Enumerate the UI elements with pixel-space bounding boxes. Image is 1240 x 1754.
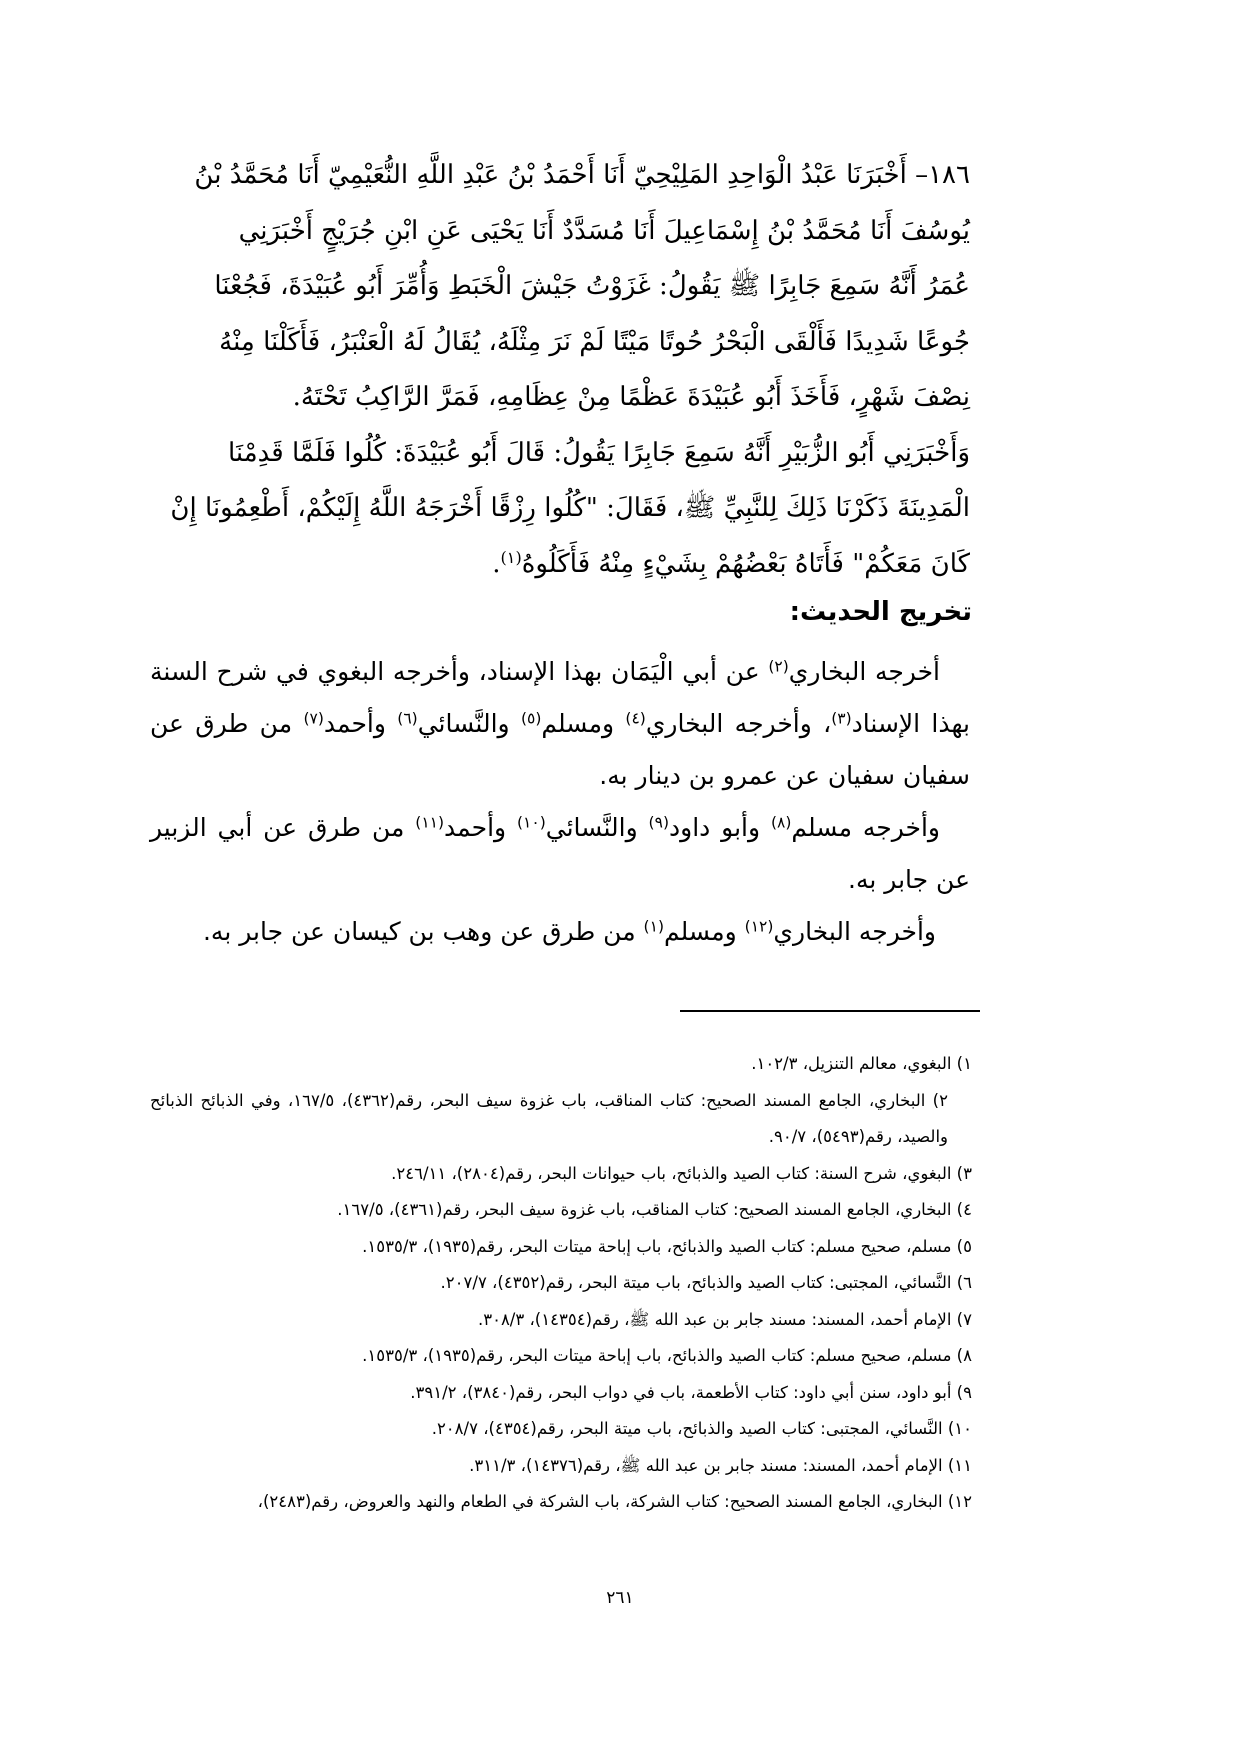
footnote-item: ٨) مسلم، صحيح مسلم: كتاب الصيد والذبائح، باب إباحة ميتات البحر، رقم(١٩٣٥)، ١٥٣٥/٣.: [362, 1346, 972, 1365]
text-run: وأخرجه البخاري: [773, 917, 936, 946]
text-run: ومسلم: [664, 917, 745, 946]
hadith-line: نِصْفَ شَهْرٍ، فَأَخَذَ أَبُو عُبَيْدَةَ عَظْمًا مِنْ عِظَامِهِ، فَمَرَّ الرَّاكِبُ تَحْتَهُ.: [292, 382, 970, 412]
hadith-line: جُوعًا شَدِيدًا فَأَلْقَى الْبَحْرُ حُوتًا مَيْتًا لَمْ نَرَ مِثْلَهُ، يُقَالُ لَهُ الْعَنْبَرُ، فَأَكَلْنَا مِنْهُ: [219, 326, 970, 357]
footnote-ref: (١١): [415, 813, 445, 832]
footnote-item: ٤) البخاري، الجامع المسند الصحيح: كتاب المناقب، باب غزوة سيف البحر، رقم(٤٣٦١)، ١٦٧/٥.: [337, 1200, 972, 1219]
footnote-item: ١) البغوي، معالم التنزيل، ١٠٢/٣.: [751, 1054, 972, 1073]
footnote-ref: (٩): [648, 813, 669, 832]
hadith-line-text: كَانَ مَعَكُمْ" فَأَتَاهُ بَعْضُهُمْ بِشَيْءٍ مِنْهُ فَأَكَلُوهُ: [521, 548, 970, 579]
footnote-ref: (٣): [831, 709, 852, 728]
footnote-item: ١٠) النَّسائي، المجتبى: كتاب الصيد والذبائح، باب ميتة البحر، رقم(٤٣٥٤)، ٢٠٨/٧.: [431, 1419, 972, 1438]
footnote-ref: (٧): [303, 709, 324, 728]
footnote-item: ٩) أبو داود، سنن أبي داود: كتاب الأطعمة، باب في دواب البحر، رقم(٣٨٤٠)، ٣٩١/٢.: [410, 1382, 972, 1402]
text-run: وأبو داود: [669, 813, 771, 842]
text-run: عن أبي الْيَمَان بهذا الإسناد، وأخرجه البغوي في شرح السنة بهذا الإسناد: [150, 657, 970, 738]
footnote-item: ٥) مسلم، صحيح مسلم: كتاب الصيد والذبائح، باب إباحة ميتات البحر، رقم(١٩٣٥)، ١٥٣٥/٣.: [362, 1236, 972, 1256]
text-run: وأحمد: [323, 709, 398, 738]
hadith-text: [150, 148, 970, 592]
hadith-line-last: [150, 537, 970, 593]
footnote-ref: (١٢): [744, 917, 774, 936]
footnote-item: ٧) الإمام أحمد، المسند: مسند جابر بن عبد الله ﷺ، رقم(١٤٣٥٤)، ٣٠٨/٣.: [477, 1309, 972, 1329]
footnote-ref: (٤): [625, 709, 646, 728]
text-run: والنَّسائي: [545, 813, 649, 842]
hadith-line: عُمَرُ أَنَّهُ سَمِعَ جَابِرًا ﷺ يَقُولُ: غَزَوْتُ جَيْشَ الْخَبَطِ وَأُمِّرَ أَبُو عُبَيْدَةَ، فَجُعْنَا: [214, 271, 970, 301]
footnotes: [150, 1046, 972, 1521]
footnote-item: ٣) البغوي، شرح السنة: كتاب الصيد والذبائح، باب حيوانات البحر، رقم(٢٨٠٤)، ٢٤٦/١١.: [391, 1163, 972, 1183]
footnote-ref: (٥): [520, 709, 542, 728]
takhrij-paragraph: [150, 802, 970, 906]
footnote-ref: (١): [500, 547, 522, 567]
footnote-item: ٢) البخاري، الجامع المسند الصحيح: كتاب المناقب، باب غزوة سيف البحر، رقم(٤٣٦٢)، ١٦٧/٥، وفي الذبائح الذبائح والصيد، رقم(٥٤٩٣)، ٩٠/٧.: [150, 1090, 948, 1146]
footnote-item: ٦) النَّسائي، المجتبى: كتاب الصيد والذبائح، باب ميتة البحر، رقم(٤٣٥٢)، ٢٠٧/٧.: [440, 1273, 972, 1292]
text-run: ، وأخرجه البخاري: [645, 709, 832, 738]
footnote-item: ١١) الإمام أحمد، المسند: مسند جابر بن عبد الله ﷺ، رقم(١٤٣٧٦)، ٣١١/٣.: [469, 1455, 972, 1475]
text-run: من طرق عن سفيان سفيان عن عمرو بن دينار به.: [150, 709, 970, 790]
text-run: وأخرجه مسلم: [791, 813, 941, 842]
hadith-line: ١٨٦– أَخْبَرَنَا عَبْدُ الْوَاحِدِ المَلِيْحِيّ أَنَا أَحْمَدُ بْنُ عَبْدِ اللَّهِ النُّعَيْمِيّ أَنَا مُحَمَّدُ بْنُ: [194, 160, 970, 190]
text-run: من طرق عن أبي الزبير عن جابر به.: [150, 813, 970, 894]
takhrij-paragraph: [150, 906, 970, 958]
hadith-line: الْمَدِينَةَ ذَكَرْنَا ذَلِكَ لِلنَّبِيِّ ﷺ، فَقَالَ: "كُلُوا رِزْقًا أَخْرَجَهُ اللَّهُ إِلَيْكُمْ، أَطْعِمُونَا إِنْ: [170, 493, 970, 523]
footnote-ref: (٢): [768, 657, 789, 676]
text-run: وأحمد: [444, 813, 517, 842]
text-run: أخرجه البخاري: [788, 657, 940, 686]
text-run: من طرق عن وهب بن كيسان عن جابر به.: [202, 917, 644, 946]
hadith-line: يُوسُفَ أَنَا مُحَمَّدُ بْنُ إِسْمَاعِيلَ أَنَا مُسَدَّدٌ أَنَا يَحْيَى عَنِ ابْنِ جُرَيْجٍ أَخْبَرَنِي: [238, 215, 970, 246]
section-heading: تخريج الحديث:: [789, 597, 972, 627]
footnote-ref: (٦): [397, 709, 418, 728]
takhrij-body: [150, 646, 970, 958]
text-run: ومسلم: [541, 709, 626, 738]
footnote-ref: (٨): [770, 813, 792, 832]
text-run: والنَّسائي: [417, 709, 521, 738]
hadith-end-dot: .: [492, 548, 501, 579]
hadith-line: وَأَخْبَرَنِي أَبُو الزُّبَيْرِ أَنَّهُ سَمِعَ جَابِرًا يَقُولُ: قَالَ أَبُو عُبَيْدَةَ: كُلُوا فَلَمَّا قَدِمْنَا: [227, 437, 970, 468]
footnote-ref: (١): [643, 917, 664, 936]
page-number: ٢٦١: [606, 1588, 634, 1608]
footnote-item: ١٢) البخاري، الجامع المسند الصحيح: كتاب الشركة، باب الشركة في الطعام والنهد والعروض، رقم(٢٤٨٣)،: [257, 1492, 972, 1511]
footnote-ref: (١٠): [516, 813, 546, 832]
takhrij-paragraph: [150, 646, 970, 802]
footnote-separator: [680, 1010, 980, 1012]
